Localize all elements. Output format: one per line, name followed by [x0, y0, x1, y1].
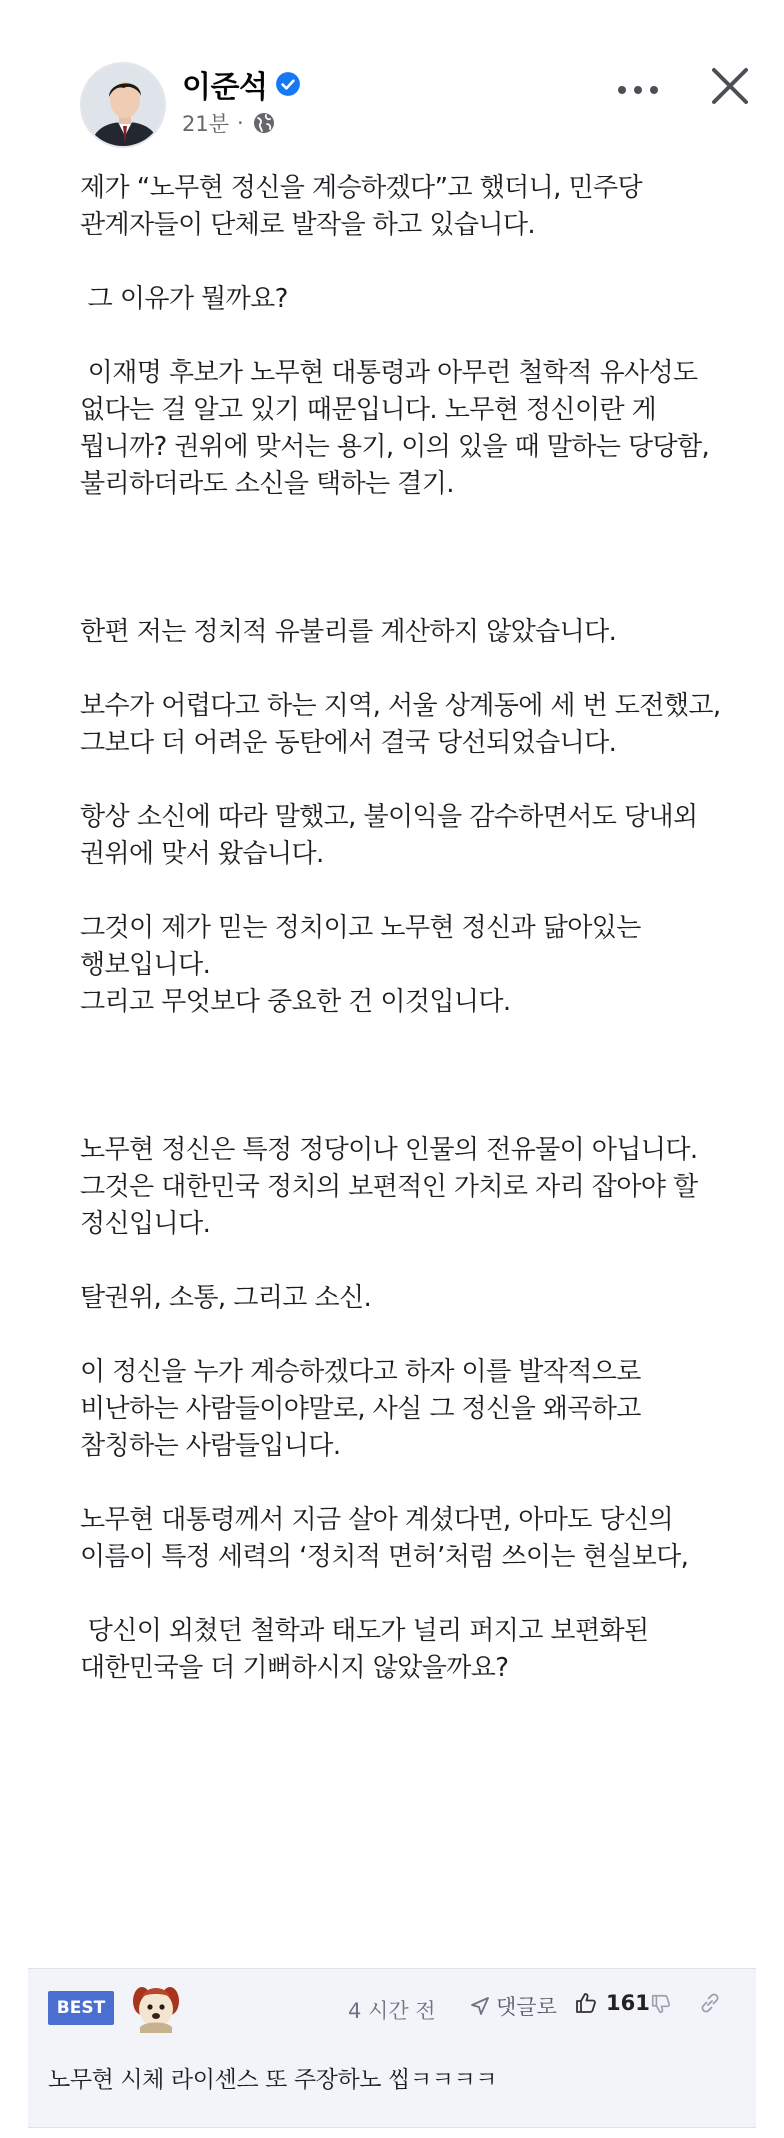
post-meta	[182, 108, 276, 138]
close-button[interactable]	[702, 58, 758, 114]
post-paragraph: 제가 “노무현 정신을 계승하겠다”고 했더니, 민주당 관계자들이 단체로 발작을 하고 있습니다.	[80, 173, 643, 240]
post-time[interactable]: 21분	[182, 112, 230, 136]
post-paragraph: 항상 소신에 따라 말했고, 불이익을 감수하면서도 당내외 권위에 맞서 왔습니다.	[80, 802, 698, 869]
post-paragraph: 노무현 대통령께서 지금 살아 계셨다면, 아마도 당신의 이름이 특정 세력의 ‘정치적 면허’처럼 쓰이는 현실보다,	[80, 1505, 689, 1572]
like-button[interactable]	[574, 1991, 650, 2015]
comment-time: 4 시간 전	[348, 1999, 436, 2023]
post-paragraph: 이 정신을 누가 계승하겠다고 하자 이를 발작적으로 비난하는 사람들이야말로, 사실 그 정신을 왜곡하고 참칭하는 사람들입니다.	[80, 1357, 641, 1461]
reply-button[interactable]	[470, 1991, 557, 2021]
author-avatar[interactable]	[80, 62, 166, 148]
verified-icon	[275, 71, 301, 97]
author-portrait	[82, 64, 166, 148]
share-link-button[interactable]	[698, 1991, 722, 2019]
best-badge: BEST	[48, 1991, 114, 2025]
post-body	[80, 170, 760, 1687]
meta-separator: ·	[237, 111, 244, 135]
more-icon	[617, 85, 659, 95]
post-paragraph: 이재명 후보가 노무현 대통령과 아무런 철학적 유사성도 없다는 걸 알고 있기 때문입니다. 노무현 정신이란 게 뭡니까? 권위에 맞서는 용기, 이의 있을 때 말하는 당당함, 불리하더라도 소신을 택하는 결기.	[80, 358, 710, 499]
thumbs-down-icon	[650, 1993, 672, 2015]
post-paragraph: 당신이 외쳤던 철학과 태도가 널리 퍼지고 보편화된 대한민국을 더 기뻐하시지 않았을까요?	[80, 1616, 649, 1683]
author-name[interactable]: 이준석	[182, 70, 268, 105]
globe-icon	[252, 111, 276, 135]
post-paragraph: 노무현 정신은 특정 정당이나 인물의 전유물이 아닙니다. 그것은 대한민국 정치의 보편적인 가치로 자리 잡아야 할 정신입니다.	[80, 1135, 698, 1239]
post-paragraph: 탈권위, 소통, 그리고 소신.	[80, 1283, 372, 1313]
commenter-avatar	[128, 1979, 184, 2033]
reply-label: 댓글로	[496, 1995, 557, 2019]
reply-arrow-icon	[470, 1996, 490, 2016]
post-paragraph: 그 이유가 뭘까요?	[80, 284, 288, 314]
post-paragraph: 보수가 어렵다고 하는 지역, 서울 상계동에 세 번 도전했고, 그보다 더 어려운 동탄에서 결국 당선되었습니다.	[80, 691, 721, 758]
comment-text: 노무현 시체 라이센스 또 주장하노 씹ㅋㅋㅋㅋ	[48, 2067, 498, 2093]
post-header	[80, 58, 760, 153]
like-count: 161	[606, 1991, 650, 2015]
best-comment	[28, 1968, 756, 2128]
author-name-row	[182, 62, 301, 106]
close-icon	[710, 66, 750, 106]
post-paragraph: 한편 저는 정치적 유불리를 계산하지 않았습니다.	[80, 617, 617, 647]
post-paragraph: 그것이 제가 믿는 정치이고 노무현 정신과 닮아있는 행보입니다. 그리고 무엇보다 중요한 건 이것입니다.	[80, 913, 641, 1017]
thumbs-up-icon	[574, 1991, 598, 2015]
more-options-button[interactable]	[610, 70, 666, 110]
link-icon	[698, 1991, 722, 2015]
dislike-button[interactable]	[650, 1993, 672, 2019]
